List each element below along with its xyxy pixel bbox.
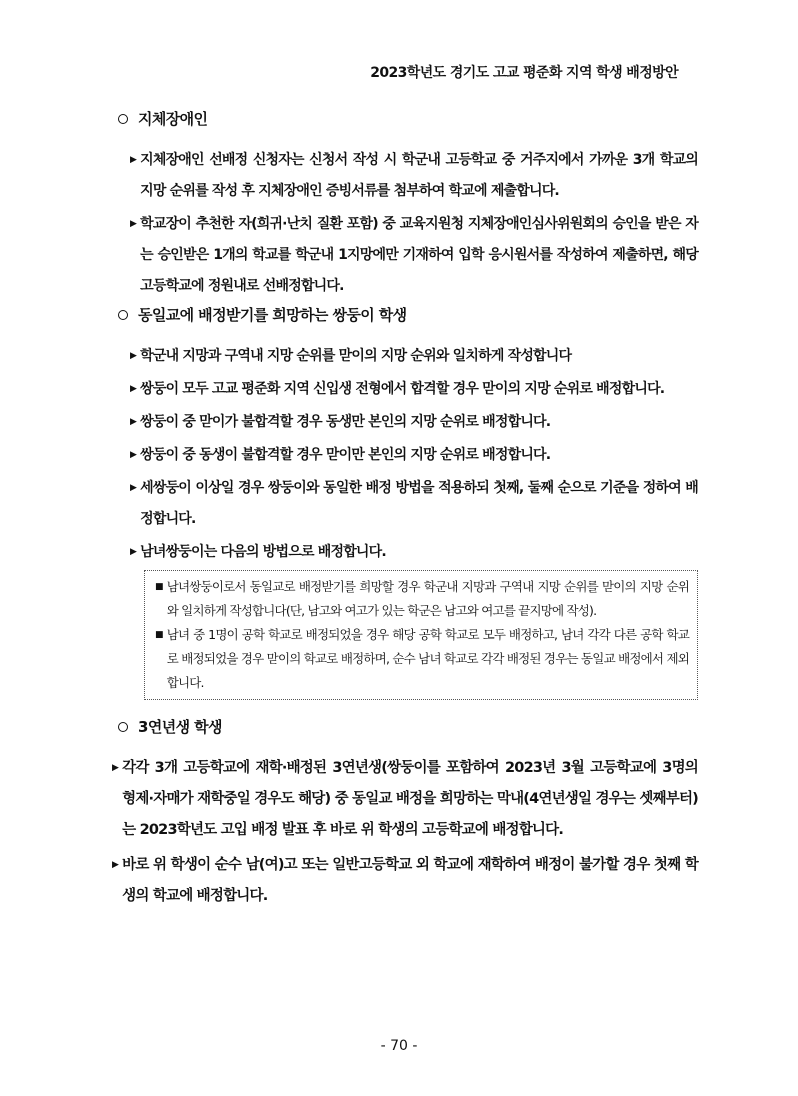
page-header: 2023학년도 경기도 고교 평준화 지역 학생 배정방안 [370, 65, 678, 81]
list-item: ▶ 바로 위 학생이 순수 남(여)고 또는 일반고등학교 외 학교에 재학하여 배정이 불가할 경우 첫째 학생의 학교에 배정합니다. [112, 850, 698, 912]
triangle-bullet-icon: ▶ [130, 384, 137, 394]
note-box [144, 570, 698, 700]
section-title: 동일교에 배정받기를 희망하는 쌍둥이 학생 [118, 304, 698, 325]
triangle-bullet-icon: ▶ [130, 547, 137, 557]
triangle-bullet-icon: ▶ [130, 417, 137, 427]
section-title: 3연년생 학생 [118, 716, 698, 737]
circle-bullet-icon [118, 114, 128, 124]
note-item: ■ 남녀쌍둥이로서 동일교로 배정받기를 희망할 경우 학군내 지망과 구역내 지망 순위를 맏이의 지망 순위와 일치하게 작성합니다(단, 남고와 여고가 있는 학군은 남고와 여고를 끝지망에 작성). [155, 575, 689, 623]
triangle-bullet-icon: ▶ [112, 763, 119, 773]
triangle-bullet-icon: ▶ [112, 860, 119, 870]
list-item: ▶ 세쌍둥이 이상일 경우 쌍둥이와 동일한 배정 방법을 적용하되 첫째, 둘째 순으로 기준을 정하여 배정합니다. [130, 473, 698, 535]
square-bullet-icon: ■ [155, 630, 163, 640]
circle-bullet-icon [118, 310, 128, 320]
square-bullet-icon: ■ [155, 582, 163, 592]
list-item: ▶ 쌍둥이 중 동생이 불합격할 경우 맏이만 본인의 지망 순위로 배정합니다. [130, 440, 698, 471]
triangle-bullet-icon: ▶ [130, 483, 137, 493]
list-item: ▶ 쌍둥이 모두 고교 평준화 지역 신입생 전형에서 합격할 경우 맏이의 지망 순위로 배정합니다. [130, 374, 698, 405]
list-item: ▶ 학교장이 추천한 자(희귀·난치 질환 포함) 중 교육지원청 지체장애인심사위원회의 승인을 받은 자는 승인받은 1개의 학교를 학군내 1지망에만 기재하여 입학 응시원서를 작성하여 제출하면, 해당 고등학교에 정원내로 선배정합니다. [130, 209, 698, 302]
list-item: ▶ 학군내 지망과 구역내 지망 순위를 맏이의 지망 순위와 일치하게 작성합니다 [130, 341, 698, 372]
note-item: ■ 남녀 중 1명이 공학 학교로 배정되었을 경우 해당 공학 학교로 모두 배정하고, 남녀 각각 다른 공학 학교로 배정되었을 경우 맏이의 학교로 배정하며, 순수 남녀 학교로 각각 배정된 경우는 동일교 배정에서 제외합니다. [155, 623, 689, 695]
triangle-bullet-icon: ▶ [130, 155, 137, 165]
triangle-bullet-icon: ▶ [130, 219, 137, 229]
circle-bullet-icon [118, 722, 128, 732]
triangle-bullet-icon: ▶ [130, 450, 137, 460]
triangle-bullet-icon: ▶ [130, 351, 137, 361]
page-number: - 70 - [380, 1038, 418, 1054]
list-item: ▶ 쌍둥이 중 맏이가 불합격할 경우 동생만 본인의 지망 순위로 배정합니다. [130, 407, 698, 438]
list-item: ▶ 지체장애인 선배정 신청자는 신청서 작성 시 학군내 고등학교 중 거주지에서 가까운 3개 학교의 지망 순위를 작성 후 지체장애인 증빙서류를 첨부하여 학교에 제출합니다. [130, 145, 698, 207]
list-item: ▶ 남녀쌍둥이는 다음의 방법으로 배정합니다. [130, 537, 698, 568]
document-body [112, 108, 698, 916]
section-title: 지체장애인 [118, 108, 698, 129]
list-item: ▶ 각각 3개 고등학교에 재학·배정된 3연년생(쌍둥이를 포함하여 2023년 3월 고등학교에 3명의 형제·자매가 재학중일 경우도 해당) 중 동일교 배정을 희망하는 막내(4연년생일 경우는 셋째부터)는 2023학년도 고입 배정 발표 후 바로 위 학생의 고등학교에 배정합니다. [112, 753, 698, 846]
